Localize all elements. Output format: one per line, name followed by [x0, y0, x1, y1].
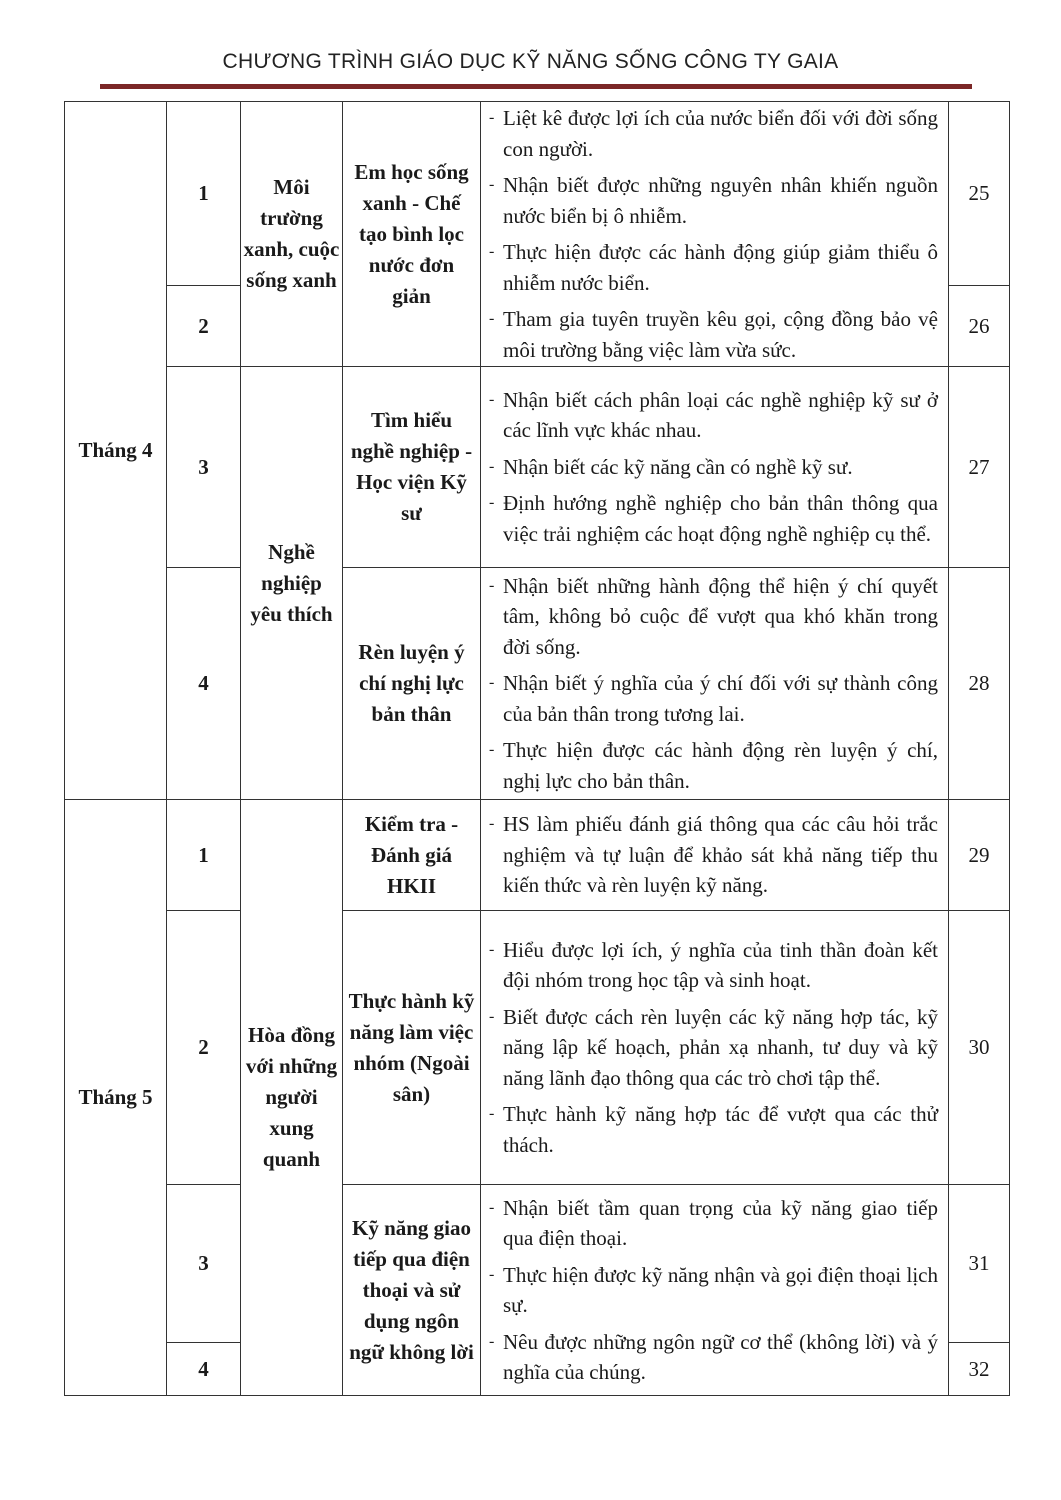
objective-item: - Nhận biết những hành động thể hiện ý chí quyết tâm, không bỏ cuộc để vượt qua khó khăn trong đời sống.: [489, 573, 938, 659]
lesson-cell: Kỹ năng giao tiếp qua điện thoại và sử dụng ngôn ngữ không lời: [342, 1184, 481, 1396]
objective-item: - Nhận biết cách phân loại các nghề nghiệp kỹ sư ở các lĩnh vực khác nhau.: [489, 387, 938, 443]
page-number: 25: [948, 101, 1010, 286]
week-number: 2: [166, 910, 241, 1185]
page-number: 30: [948, 910, 1010, 1185]
objective-item: - Nhận biết tầm quan trọng của kỹ năng giao tiếp qua điện thoại.: [489, 1195, 938, 1250]
objective-item: - Thực hiện được kỹ năng nhận và gọi điện thoại lịch sự.: [489, 1262, 938, 1317]
topic-cell: Nghề nghiệp yêu thích: [240, 366, 343, 800]
lesson-cell: Kiểm tra - Đánh giá HKII: [342, 799, 481, 911]
lesson-cell: Rèn luyện ý chí nghị lực bản thân: [342, 567, 481, 800]
objective-item: - Liệt kê được lợi ích của nước biển đối với đời sống con người.: [489, 106, 938, 161]
week-number: 1: [166, 101, 241, 286]
lesson-cell: Tìm hiểu nghề nghiệp - Học viện Kỹ sư: [342, 366, 481, 568]
objective-item: - Nêu được những ngôn ngữ cơ thể (không lời) và ý nghĩa của chúng.: [489, 1329, 938, 1384]
month-cell: Tháng 4: [64, 101, 167, 800]
page-number: 32: [948, 1342, 1010, 1396]
objective-item: - Định hướng nghề nghiệp cho bản thân thông qua việc trải nghiệm các hoạt động nghề nghiệp cụ thể.: [489, 491, 938, 546]
page-number: 26: [948, 285, 1010, 367]
objectives-cell: [480, 366, 949, 568]
lesson-cell: Thực hành kỹ năng làm việc nhóm (Ngoài sân): [342, 910, 481, 1185]
week-number: 1: [166, 799, 241, 911]
objective-item: - Tham gia tuyên truyền kêu gọi, cộng đồng bảo vệ môi trường bằng việc làm vừa sức.: [489, 307, 938, 362]
objective-item: - Thực hiện được các hành động giúp giảm thiểu ô nhiễm nước biển.: [489, 240, 938, 295]
objective-item: - Hiểu được lợi ích, ý nghĩa của tinh thần đoàn kết đội nhóm trong học tập và sinh hoạt.: [489, 937, 938, 993]
page-number: 28: [948, 567, 1010, 800]
objective-item: - Biết được cách rèn luyện các kỹ năng hợp tác, kỹ năng lập kế hoạch, phản xạ nhanh, tư duy và kỹ năng lãnh đạo thông qua các trò chơi tập thể.: [489, 1004, 938, 1090]
document-header: CHƯƠNG TRÌNH GIÁO DỤC KỸ NĂNG SỐNG CÔNG TY GAIA: [222, 50, 839, 73]
objective-item: - Nhận biết ý nghĩa của ý chí đối với sự thành công của bản thân trong tương lai.: [489, 671, 938, 726]
objectives-cell: [480, 1184, 949, 1396]
objective-item: - HS làm phiếu đánh giá thông qua các câu hỏi trắc nghiệm và tự luận để khảo sát khả năng tiếp thu kiến thức và rèn luyện kỹ năng.: [489, 812, 938, 898]
lesson-cell: Em học sống xanh - Chế tạo bình lọc nước đơn giản: [342, 101, 481, 367]
objectives-cell: [480, 910, 949, 1185]
objectives-cell: [480, 567, 949, 800]
page-number: 27: [948, 366, 1010, 568]
week-number: 2: [166, 285, 241, 367]
objective-item: - Nhận biết các kỹ năng cần có nghề kỹ sư.: [489, 454, 853, 479]
week-number: 4: [166, 567, 241, 800]
objective-item: - Thực hành kỹ năng hợp tác để vượt qua các thử thách.: [489, 1102, 938, 1157]
header-divider: [100, 84, 972, 89]
objectives-cell: [480, 101, 949, 367]
page-number: 29: [948, 799, 1010, 911]
curriculum-table: [64, 101, 1010, 1396]
week-number: 4: [166, 1342, 241, 1396]
topic-cell: Hòa đồng với những người xung quanh: [240, 799, 343, 1396]
week-number: 3: [166, 366, 241, 568]
month-cell: Tháng 5: [64, 799, 167, 1396]
topic-cell: Môi trường xanh, cuộc sống xanh: [240, 101, 343, 367]
objective-item: - Nhận biết được những nguyên nhân khiến nguồn nước biển bị ô nhiễm.: [489, 173, 938, 228]
page-number: 31: [948, 1184, 1010, 1343]
objectives-cell: [480, 799, 949, 911]
objective-item: - Thực hiện được các hành động rèn luyện ý chí, nghị lực cho bản thân.: [489, 738, 938, 793]
week-number: 3: [166, 1184, 241, 1343]
